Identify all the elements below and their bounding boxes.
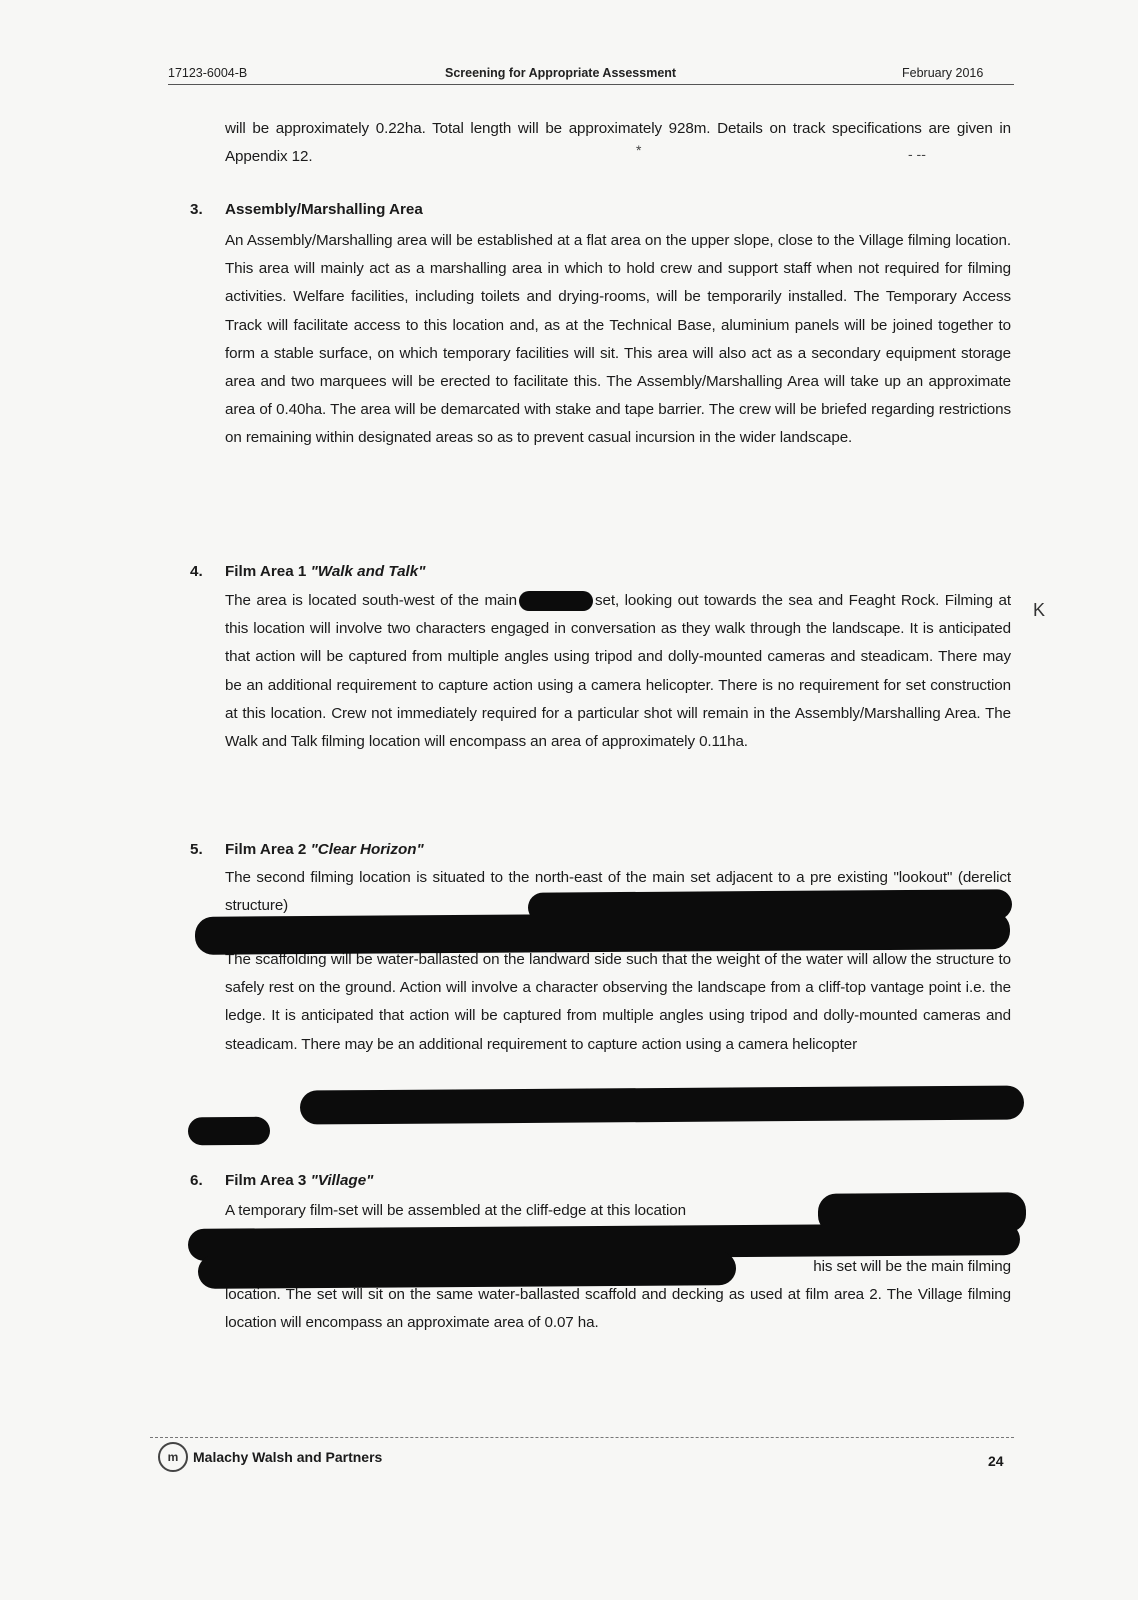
section-number: 5. bbox=[190, 841, 203, 858]
margin-mark: K bbox=[1033, 600, 1046, 620]
intro-paragraph: will be approximately 0.22ha. Total length will be approximately 928m. Details on track specifications are given in Appendix 12. bbox=[225, 120, 1011, 166]
stray-mark: * bbox=[636, 142, 642, 158]
section-body: his set will be the main filming bbox=[813, 1258, 1011, 1275]
redaction-inline bbox=[519, 591, 593, 611]
redaction-block bbox=[195, 911, 1010, 955]
redaction-block bbox=[300, 1085, 1024, 1124]
section-heading: Film Area 1 "Walk and Talk" bbox=[225, 563, 426, 580]
section-number: 4. bbox=[190, 563, 203, 580]
header-rule bbox=[168, 84, 1014, 85]
header-date: February 2016 bbox=[902, 66, 984, 80]
section-body: An Assembly/Marshalling area will be established at a flat area on the upper slope, close to the Village filming location. This area will mainly act as a marshalling area in which to hold crew and support staff when not required for filming activities. Welfare facilities, including toilets and drying-rooms, will be temporarily installed. The Temporary Access Track will facilitate access to this location and, as at the Technical Base, aluminium panels will be joined together to form a stable surface, on which temporary facilities will sit. This area will also act as a secondary equipment storage area and two marquees will be erected to facilitate this. The Assembly/Marshalling Area will take up an approximate area of 0.40ha. The area will be demarcated with stake and tape barrier. The crew will be briefed regarding restrictions on remaining within designated areas so as to prevent casual incursion in the wider landscape. bbox=[225, 232, 1011, 447]
footer-firm-name: Malachy Walsh and Partners bbox=[193, 1449, 383, 1465]
header-doc-ref: 17123-6004-B bbox=[168, 66, 248, 80]
footer-rule bbox=[150, 1437, 1014, 1438]
section-body: A temporary film-set will be assembled at the cliff-edge at this location bbox=[225, 1202, 686, 1219]
redaction-block bbox=[188, 1117, 270, 1146]
section-heading: Film Area 2 "Clear Horizon" bbox=[225, 841, 424, 858]
page-number: 24 bbox=[988, 1453, 1004, 1469]
stray-mark: ‐ ‐‐ bbox=[908, 146, 926, 162]
section-body: location. The set will sit on the same water-ballasted scaffold and decking as used at film area 2. The Village filming location will encompass an approximate area of 0.07 ha. bbox=[225, 1286, 1011, 1332]
section-body: The scaffolding will be water-ballasted on the landward side such that the weight of the water will allow the structure to safely rest on the ground. Action will involve a character observing the landscape from a cliff-top vantage point i.e. the ledge. It is anticipated that action will be captured from multiple angles using tripod and dolly-mounted cameras and steadicam. There may be an additional requirement to capture action using a camera helicopter bbox=[225, 951, 1011, 1053]
section-heading: Film Area 3 "Village" bbox=[225, 1172, 374, 1189]
section-body: The second filming location is situated to the north-east of the main set adjacent to a pre existing "lookout" (derelict structure) bbox=[225, 869, 1011, 915]
section-heading: Assembly/Marshalling Area bbox=[225, 201, 423, 218]
section-number: 3. bbox=[190, 201, 203, 218]
section-body: The area is located south-west of the main set, looking out towards the sea and Feaght Rock. Filming at this location will involve two characters engaged in conversation as they walk through the landscape. It is anticipated that action will be captured from multiple angles using tripod and dolly-mounted cameras and steadicam. There may be an additional requirement to capture action using a camera helicopter. There is no requirement for set construction at this location. Crew not immediately required for a particular shot will remain in the Assembly/Marshalling Area. The Walk and Talk filming location will encompass an area of approximately 0.11ha. bbox=[225, 592, 1012, 751]
section-number: 6. bbox=[190, 1172, 203, 1189]
header-title: Screening for Appropriate Assessment bbox=[445, 66, 677, 80]
company-logo: m bbox=[158, 1442, 188, 1472]
